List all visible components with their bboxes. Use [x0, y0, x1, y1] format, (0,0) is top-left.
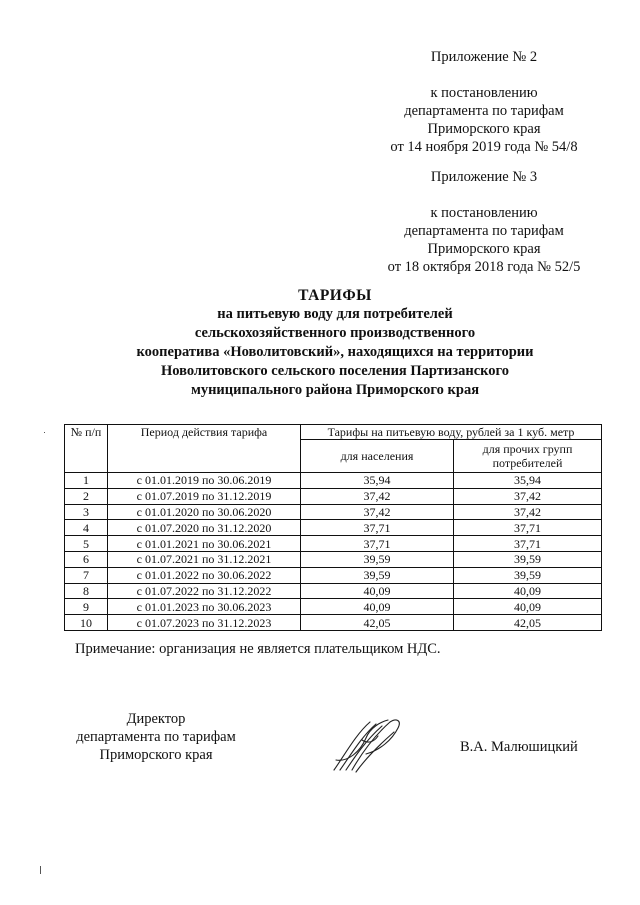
handwritten-signature-icon — [326, 716, 410, 776]
annex-line: Приморского края — [427, 121, 541, 137]
row-number: 7 — [65, 567, 108, 583]
annex-line: к постановлению — [430, 205, 538, 221]
annex-block-2 — [368, 48, 600, 156]
row-period: с 01.01.2023 по 30.06.2023 — [108, 599, 301, 615]
header-period: Период действия тарифа — [108, 425, 301, 473]
annex-line: к постановлению — [430, 85, 538, 101]
row-other-tariff: 40,09 — [454, 599, 602, 615]
annex-line: от 18 октября 2018 года № 52/5 — [387, 259, 581, 275]
annex-heading: Приложение № 3 — [430, 169, 538, 185]
title-main: ТАРИФЫ — [298, 287, 372, 304]
row-number: 9 — [65, 599, 108, 615]
row-period: с 01.01.2022 по 30.06.2022 — [108, 567, 301, 583]
annex-line: департамента по тарифам — [404, 223, 564, 239]
header-population: для населения — [301, 440, 454, 473]
annex-line: Приморского края — [427, 241, 541, 257]
document-title — [100, 286, 570, 400]
row-population-tariff: 37,71 — [301, 536, 454, 552]
annex-block-3 — [368, 168, 600, 276]
table-row — [65, 488, 602, 504]
row-number: 4 — [65, 520, 108, 536]
row-population-tariff: 35,94 — [301, 473, 454, 489]
header-tariffs: Тарифы на питьевую воду, рублей за 1 куб. метр — [301, 425, 602, 440]
table-row — [65, 551, 602, 567]
title-line: кооператива «Новолитовский», находящихся на территории — [136, 344, 534, 360]
title-line: на питьевую воду для потребителей — [217, 306, 453, 322]
row-period: с 01.07.2022 по 31.12.2022 — [108, 583, 301, 599]
row-population-tariff: 39,59 — [301, 551, 454, 567]
row-number: 8 — [65, 583, 108, 599]
annex-heading: Приложение № 2 — [430, 49, 538, 65]
title-line: Новолитовского сельского поселения Партизанского — [160, 363, 510, 379]
row-other-tariff: 37,42 — [454, 488, 602, 504]
vat-note: Примечание: организация не является плательщиком НДС. — [75, 641, 441, 657]
signatory-name: В.А. Малюшицкий — [460, 739, 578, 755]
row-period: с 01.07.2023 по 31.12.2023 — [108, 615, 301, 631]
row-number: 3 — [65, 504, 108, 520]
row-number: 5 — [65, 536, 108, 552]
row-other-tariff: 37,71 — [454, 536, 602, 552]
row-period: с 01.07.2020 по 31.12.2020 — [108, 520, 301, 536]
row-period: с 01.01.2021 по 30.06.2021 — [108, 536, 301, 552]
scan-speck — [40, 866, 41, 874]
scan-speck — [44, 432, 45, 433]
row-other-tariff: 42,05 — [454, 615, 602, 631]
row-period: с 01.01.2019 по 30.06.2019 — [108, 473, 301, 489]
row-number: 2 — [65, 488, 108, 504]
table-row — [65, 536, 602, 552]
row-period: с 01.07.2021 по 31.12.2021 — [108, 551, 301, 567]
position-line: департамента по тарифам — [76, 729, 236, 745]
row-population-tariff: 40,09 — [301, 583, 454, 599]
annex-line: от 14 ноября 2019 года № 54/8 — [390, 139, 578, 155]
row-other-tariff: 40,09 — [454, 583, 602, 599]
row-population-tariff: 39,59 — [301, 567, 454, 583]
row-other-tariff: 39,59 — [454, 567, 602, 583]
table-row — [65, 567, 602, 583]
table-row — [65, 615, 602, 631]
header-number: № п/п — [65, 425, 108, 473]
row-population-tariff: 40,09 — [301, 599, 454, 615]
annex-line: департамента по тарифам — [404, 103, 564, 119]
title-line: сельскохозяйственного производственного — [194, 325, 476, 341]
title-line: муниципального района Приморского края — [190, 382, 480, 398]
row-number: 6 — [65, 551, 108, 567]
table-row — [65, 599, 602, 615]
table-row — [65, 583, 602, 599]
row-population-tariff: 37,42 — [301, 488, 454, 504]
row-other-tariff: 39,59 — [454, 551, 602, 567]
row-number: 10 — [65, 615, 108, 631]
row-number: 1 — [65, 473, 108, 489]
header-other: для прочих групп потребителей — [454, 440, 602, 473]
table-row — [65, 520, 602, 536]
row-population-tariff: 42,05 — [301, 615, 454, 631]
row-population-tariff: 37,42 — [301, 504, 454, 520]
position-line: Приморского края — [99, 747, 213, 763]
signatory-position — [56, 710, 256, 764]
table-row — [65, 473, 602, 489]
row-population-tariff: 37,71 — [301, 520, 454, 536]
tariff-table — [64, 424, 602, 631]
row-other-tariff: 37,42 — [454, 504, 602, 520]
row-other-tariff: 35,94 — [454, 473, 602, 489]
row-other-tariff: 37,71 — [454, 520, 602, 536]
row-period: с 01.07.2019 по 31.12.2019 — [108, 488, 301, 504]
table-row — [65, 504, 602, 520]
position-line: Директор — [126, 711, 186, 727]
row-period: с 01.01.2020 по 30.06.2020 — [108, 504, 301, 520]
